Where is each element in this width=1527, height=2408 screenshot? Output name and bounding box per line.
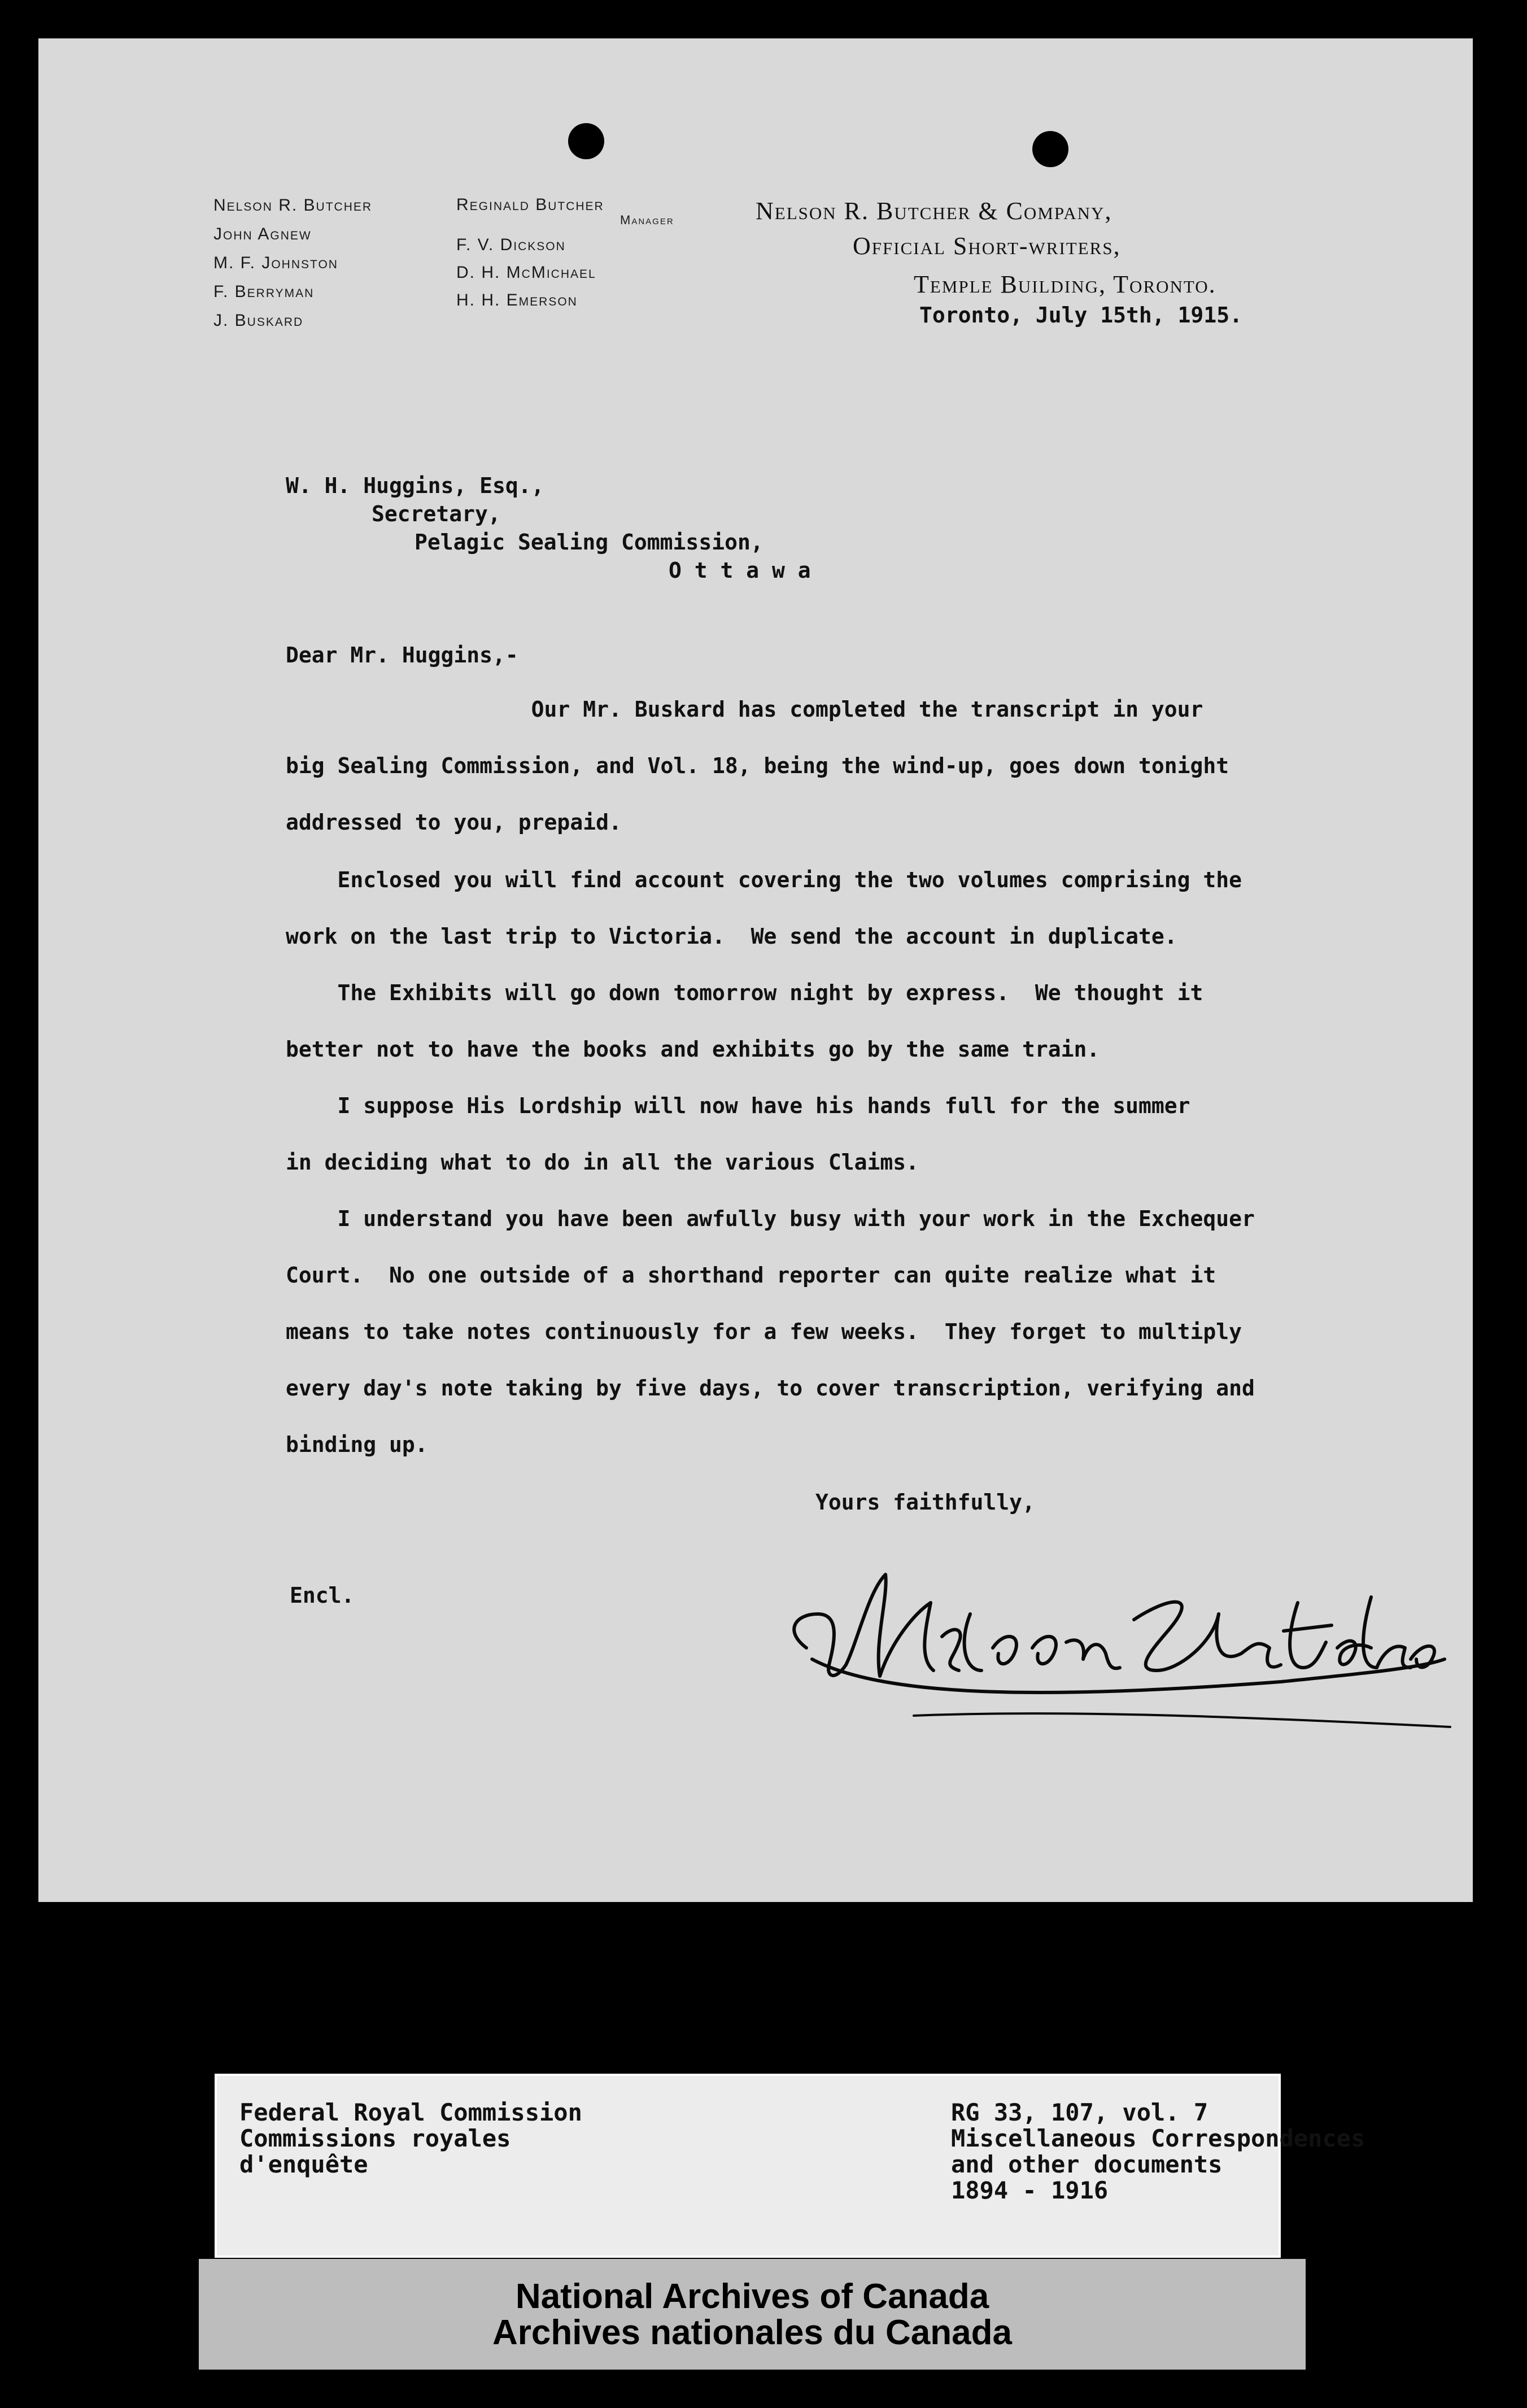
recipient-title: Secretary, — [372, 501, 501, 526]
closing: Yours faithfully, — [815, 1490, 1035, 1515]
firm-name: Nelson R. Butcher & Company, — [756, 197, 1112, 225]
body-paragraph: I understand you have been awfully busy with your work in the Exchequer Court. No one outside of a shorthand reporter can quite realize what it means to take notes continuously for a few weeks. They forget to multiply every day's note taking by five days, to cover transcription, verifying and binding up. — [286, 1206, 1255, 1457]
partner-name: D. H. McMichael — [456, 263, 596, 282]
manager-name: Reginald Butcher — [456, 195, 604, 214]
archives-name-band — [199, 2259, 1306, 2370]
body-paragraph: Enclosed you will find account covering the two volumes comprising the work on the last trip to Victoria. We send the account in duplicate. — [286, 867, 1242, 949]
firm-address: Temple Building, Toronto. — [914, 271, 1216, 298]
partner-name: J. Buskard — [213, 311, 304, 330]
partners-middle-list — [456, 191, 674, 314]
punch-hole-left — [568, 123, 604, 159]
manager-title: Manager — [620, 213, 674, 227]
punch-hole-right — [1032, 131, 1068, 167]
recipient-city: O t t a w a — [669, 558, 811, 583]
signature-image — [773, 1529, 1461, 1733]
firm-description: Official Short-writers, — [853, 232, 1121, 260]
body-paragraph: I suppose His Lordship will now have his hands full for the summer in deciding what to do in all the various Claims. — [286, 1093, 1190, 1175]
body-paragraph: The Exhibits will go down tomorrow night by express. We thought it better not to have the books and exhibits go by the same train. — [286, 980, 1203, 1062]
record-group-reference: RG 33, 107, vol. 7 Miscellaneous Correspondences and other documents 1894 - 1916 — [951, 2099, 1365, 2204]
archives-name-english: National Archives of Canada — [515, 2277, 989, 2316]
body-paragraph: Our Mr. Buskard has completed the transcript in your big Sealing Commission, and Vol. 18, being the wind-up, goes down tonight addressed to you, prepaid. — [286, 697, 1229, 835]
partner-name: John Agnew — [213, 225, 312, 243]
partner-name: F. Berryman — [213, 282, 315, 301]
partners-left-list — [213, 191, 372, 335]
salutation: Dear Mr. Huggins,- — [286, 643, 518, 668]
partner-name: Nelson R. Butcher — [213, 196, 373, 215]
letter-date: Toronto, July 15th, 1915. — [919, 303, 1242, 328]
archive-reference-label — [215, 2074, 1365, 2258]
recipient-organization: Pelagic Sealing Commission, — [415, 530, 764, 555]
archives-name-french: Archives nationales du Canada — [492, 2313, 1012, 2352]
partner-name: H. H. Emerson — [456, 291, 578, 309]
collection-name: Federal Royal Commission Commissions royales d'enquête — [239, 2099, 582, 2178]
letter-page — [38, 38, 1473, 1902]
enclosure-note: Encl. — [290, 1583, 355, 1608]
partner-name: F. V. Dickson — [456, 235, 566, 254]
partner-name: M. F. Johnston — [213, 254, 338, 272]
recipient-name: W. H. Huggins, Esq., — [286, 473, 544, 498]
